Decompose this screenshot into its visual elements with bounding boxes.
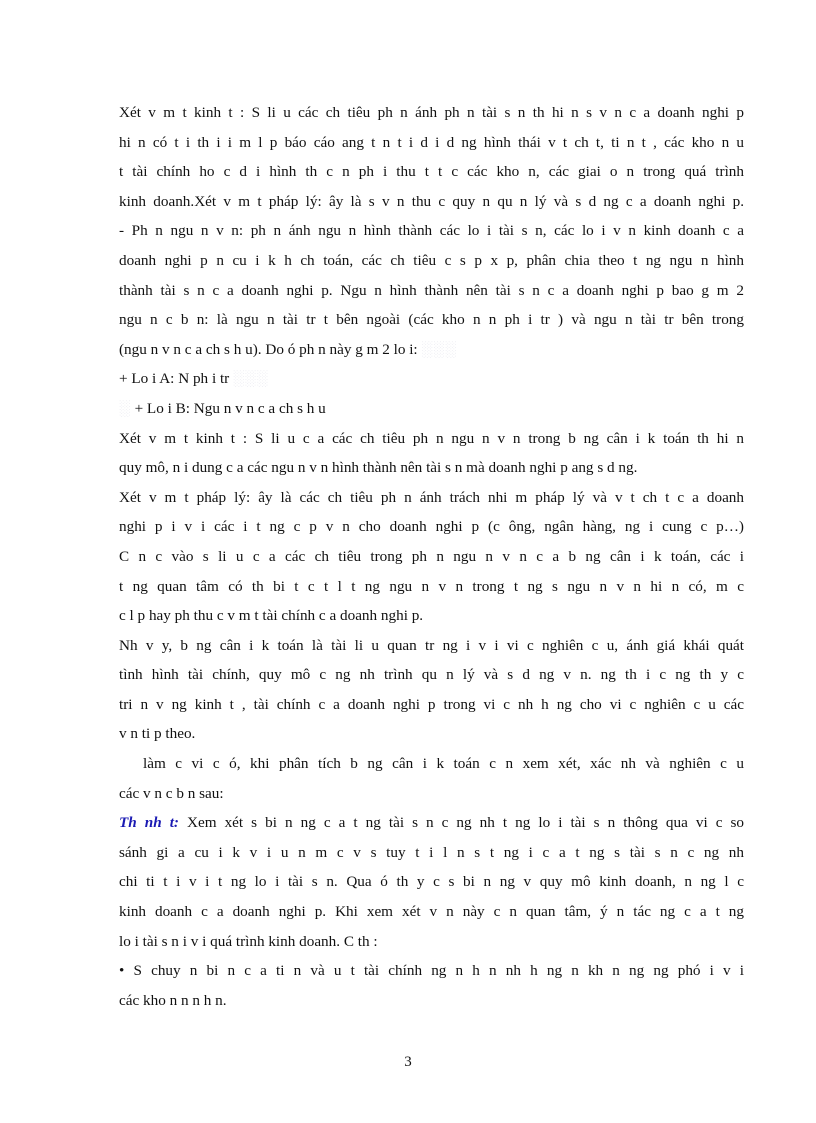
paragraph-line: tri n v ng kinh t , tài chính c a doanh nghi p trong vi c nh h ng cho vi c nghiên c u các: [119, 695, 744, 713]
paragraph-line: (ngu n v n c a ch s h u). Do ó ph n này g m 2 lo i: ░░░: [119, 340, 457, 358]
paragraph-line: chi ti t i v i t ng lo i tài s n. Qua ó th y c s bi n ng v quy mô kinh doanh, n ng l c: [119, 873, 744, 891]
bullet-icon: •: [119, 962, 125, 980]
paragraph-line: doanh nghi p n cu i k h ch toán, các ch tiêu c s p x p, phân chia theo t ng ngu n hình: [119, 251, 744, 269]
paragraph-line: ngu n c b n: là ngu n tài tr t bên ngoài (các kho n n ph i tr ) và ngu n tài tr bên trong: [119, 311, 744, 329]
paragraph-line: sánh gi a cu i k v i u n m c v s tuy t i l n s t ng i c a t ng s tài s n c ng nh: [119, 843, 744, 861]
paragraph-line: C n c vào s li u c a các ch tiêu trong ph n ngu n v n c a b ng cân i k toán, các i: [119, 547, 744, 565]
page-number: 3: [404, 1054, 412, 1070]
paragraph-line: v n ti p theo.: [119, 725, 196, 743]
paragraph-line: t ng quan tâm có th bi t c t l t ng ngu n v n trong t ng s ngu n v n hi n có, m c: [119, 577, 744, 595]
faint-mark: ░░░: [233, 370, 269, 388]
paragraph-line: c l p hay ph thu c v m t tài chính c a doanh nghi p.: [119, 607, 424, 625]
paragraph-line: kinh doanh.Xét v m t pháp lý: ây là s v n thu c quy n qu n lý và s d ng c a doanh nghi p.: [119, 192, 744, 210]
paragraph-line: lo i tài s n i v i quá trình kinh doanh. C th :: [119, 932, 378, 950]
body-text: [119, 98, 744, 1015]
heading-thu-nhat: Th nh t:: [119, 814, 179, 832]
paragraph-line: Xét v m t kinh t : S li u các ch tiêu ph n ánh ph n tài s n th hi n s v n c a doanh nghi p: [119, 104, 744, 121]
paragraph-line: Xét v m t pháp lý: ây là các ch tiêu ph n ánh trách nhi m pháp lý và v t ch t c a doanh: [119, 488, 744, 506]
paragraph-line: - Ph n ngu n v n: ph n ánh ngu n hình thành các lo i tài s n, các lo i v n kinh doanh c a: [119, 222, 744, 240]
paragraph-line: quy mô, n i dung c a các ngu n v n hình thành nên tài s n mà doanh nghi p ang s d ng.: [119, 459, 638, 477]
paragraph-line: tình hình tài chính, quy mô c ng nh trình qu n lý và s d ng v n. ng th i c ng th y c: [119, 666, 744, 684]
paragraph-line: Xét v m t kinh t : S li u c a các ch tiêu ph n ngu n v n trong b ng cân i k toán th hi n: [119, 429, 744, 447]
paragraph-line: các v n c b n sau:: [119, 784, 224, 802]
paragraph-line: Nh v y, b ng cân i k toán là tài li u quan tr ng i v i vi c nghiên c u, ánh giá khái quát: [119, 636, 744, 654]
bullet-item: • S chuy n bi n c a ti n và u t tài chính ng n h n nh h ng n kh n ng ng phó i v i: [119, 962, 744, 980]
paragraph-line: các kho n n n h n.: [119, 991, 227, 1009]
list-item-loai-b: ░ + Lo i B: Ngu n v n c a ch s h u: [119, 399, 326, 417]
paragraph-line: kinh doanh c a doanh nghi p. Khi xem xét v n này c n quan tâm, ý n tác ng c a t ng: [119, 903, 744, 921]
paragraph-line: nghi p i v i các i t ng c p v n cho doanh nghi p (c ông, ngân hàng, ng i cung c p…): [119, 518, 744, 536]
faint-mark: ░: [119, 399, 131, 417]
paragraph-line: t tài chính ho c d i hình th c n ph i thu t t c các kho n, các giai o n trong quá trình: [119, 163, 744, 181]
paragraph-line: Th nh t: Xem xét s bi n ng c a t ng tài s n c ng nh t ng lo i tài s n thông qua vi c so: [119, 814, 744, 832]
paragraph-line: thành tài s n c a doanh nghi p. Ngu n hình thành nên tài s n c a doanh nghi p bao g m 2: [119, 281, 744, 299]
paragraph-line: hi n có t i th i i m l p báo cáo ang t n t i d i d ng hình thái v t ch t, ti n t , các kho n u: [119, 133, 744, 151]
list-item-loai-a: + Lo i A: N ph i tr ░░░: [119, 370, 269, 388]
faint-mark: ░░░: [421, 340, 457, 358]
paragraph-line: làm c vi c ó, khi phân tích b ng cân i k toán c n xem xét, xác nh và nghiên c u: [143, 755, 744, 773]
